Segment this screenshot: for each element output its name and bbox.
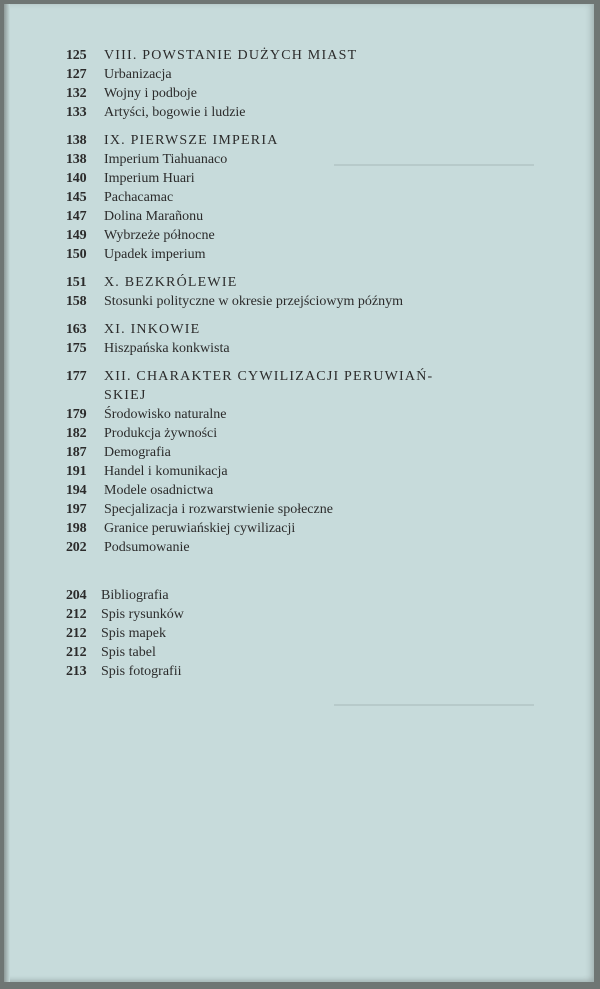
- entry-title: Spis tabel: [101, 645, 156, 660]
- toc-section-ix: [66, 133, 536, 266]
- entry-title: Specjalizacja i rozwarstwienie społeczne: [104, 502, 333, 517]
- toc-entry: [66, 67, 536, 86]
- page-number: 212: [66, 607, 87, 622]
- page-number: 147: [66, 209, 87, 224]
- entry-title: Wybrzeże północne: [104, 228, 215, 243]
- page-number: 212: [66, 645, 87, 660]
- toc-entry: [66, 152, 536, 171]
- page-number: 151: [66, 275, 87, 290]
- page-number: 187: [66, 445, 87, 460]
- toc-entry: [66, 502, 536, 521]
- page-number: 179: [66, 407, 87, 422]
- page-number: 198: [66, 521, 87, 536]
- entry-title: Modele osadnictwa: [104, 483, 214, 498]
- page-number: 177: [66, 369, 87, 384]
- toc-section-x: [66, 275, 536, 313]
- spacer: [66, 568, 536, 588]
- page-spine-shadow: [4, 4, 10, 982]
- toc-entry: [66, 171, 536, 190]
- entry-title: Podsumowanie: [104, 540, 190, 555]
- entry-title: Urbanizacja: [104, 67, 172, 82]
- chapter-title-continuation: SKIEJ: [104, 388, 147, 403]
- show-through-mark: [334, 704, 534, 706]
- toc-entry: [66, 105, 536, 124]
- page-number: 125: [66, 48, 87, 63]
- entry-title: Wojny i podboje: [104, 86, 197, 101]
- page-number: 150: [66, 247, 87, 262]
- entry-title: Imperium Tiahuanaco: [104, 152, 228, 167]
- page-number: 182: [66, 426, 87, 441]
- chapter-title: XII. CHARAKTER CYWILIZACJI PERUWIAŃ-: [104, 369, 434, 384]
- entry-title: Środowisko naturalne: [104, 407, 227, 422]
- toc-entry: [66, 521, 536, 540]
- toc-heading-continuation: [66, 388, 536, 407]
- page-number: 202: [66, 540, 87, 555]
- page-number: 212: [66, 626, 87, 641]
- toc-section-viii: [66, 48, 536, 124]
- page-number: 191: [66, 464, 87, 479]
- toc-entry: [66, 588, 536, 607]
- page-number: 140: [66, 171, 87, 186]
- page-number: 194: [66, 483, 87, 498]
- toc-back-matter: [66, 588, 536, 683]
- entry-title: Bibliografia: [101, 588, 169, 603]
- chapter-title: XI. INKOWIE: [104, 322, 201, 337]
- entry-title: Produkcja żywności: [104, 426, 218, 441]
- page-number: 175: [66, 341, 87, 356]
- page-number: 133: [66, 105, 87, 120]
- page-number: 204: [66, 588, 87, 603]
- toc-entry: [66, 247, 536, 266]
- toc-entry: [66, 407, 536, 426]
- toc-heading: [66, 133, 536, 152]
- entry-title: Spis mapek: [101, 626, 166, 641]
- toc-heading: [66, 322, 536, 341]
- page-number: 149: [66, 228, 87, 243]
- entry-title: Spis rysunków: [101, 607, 184, 622]
- entry-title: Spis fotografii: [101, 664, 182, 679]
- toc-heading: [66, 48, 536, 67]
- page-number: 138: [66, 133, 87, 148]
- page-number: 163: [66, 322, 87, 337]
- entry-title: Demografia: [104, 445, 171, 460]
- book-page: [4, 4, 594, 982]
- toc-entry: [66, 483, 536, 502]
- chapter-title: IX. PIERWSZE IMPERIA: [104, 133, 279, 148]
- table-of-contents: [66, 48, 536, 683]
- page-number: 127: [66, 67, 87, 82]
- entry-title: Dolina Marañonu: [104, 209, 204, 224]
- toc-entry: [66, 645, 536, 664]
- entry-title: Upadek imperium: [104, 247, 206, 262]
- entry-title: Granice peruwiańskiej cywilizacji: [104, 521, 296, 536]
- toc-entry: [66, 341, 536, 360]
- toc-heading: [66, 369, 536, 388]
- toc-entry: [66, 445, 536, 464]
- toc-entry: [66, 540, 536, 559]
- page-number: 132: [66, 86, 87, 101]
- toc-entry: [66, 426, 536, 445]
- entry-title: Hiszpańska konkwista: [104, 341, 230, 356]
- toc-section-xii: [66, 369, 536, 559]
- toc-entry: [66, 86, 536, 105]
- page-number: 145: [66, 190, 87, 205]
- toc-entry: [66, 464, 536, 483]
- toc-entry: [66, 228, 536, 247]
- toc-entry: [66, 626, 536, 645]
- chapter-title: VIII. POWSTANIE DUŻYCH MIAST: [104, 48, 358, 63]
- chapter-title: X. BEZKRÓLEWIE: [104, 275, 238, 290]
- page-number: 138: [66, 152, 87, 167]
- entry-title: Pachacamac: [104, 190, 174, 205]
- toc-entry: [66, 607, 536, 626]
- entry-title: Handel i komunikacja: [104, 464, 228, 479]
- page-number: 213: [66, 664, 87, 679]
- entry-title: Stosunki polityczne w okresie przejściowym późnym: [104, 294, 403, 309]
- toc-entry: [66, 294, 536, 313]
- entry-title: Imperium Huari: [104, 171, 195, 186]
- page-number: 158: [66, 294, 87, 309]
- toc-section-xi: [66, 322, 536, 360]
- toc-entry: [66, 664, 536, 683]
- page-number: 197: [66, 502, 87, 517]
- toc-entry: [66, 209, 536, 228]
- entry-title: Artyści, bogowie i ludzie: [104, 105, 246, 120]
- toc-heading: [66, 275, 536, 294]
- toc-entry: [66, 190, 536, 209]
